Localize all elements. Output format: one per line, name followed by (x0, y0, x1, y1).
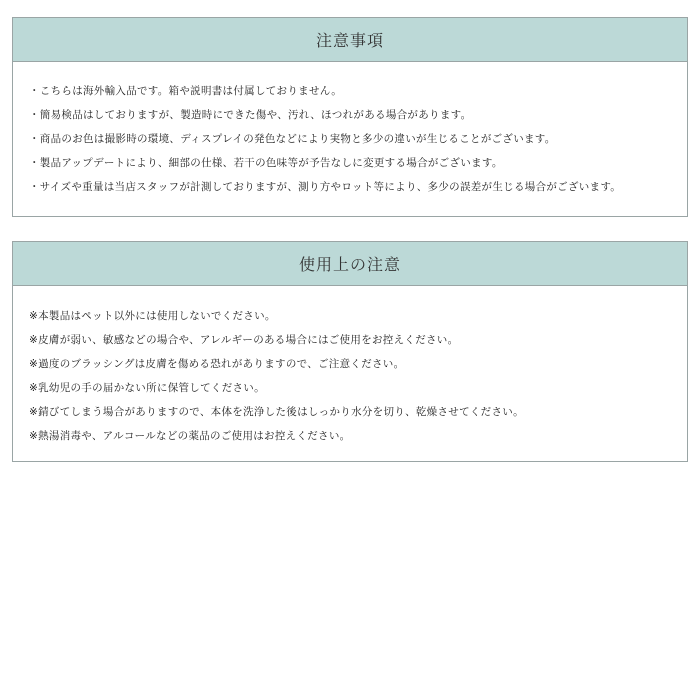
usage-precautions-section (12, 241, 688, 462)
usage-precaution-item: ※本製品はペット以外には使用しないでください。 (29, 310, 276, 322)
usage-precaution-item: ※過度のブラッシングは皮膚を傷める恐れがありますので、ご注意ください。 (29, 358, 405, 370)
usage-precaution-item: ※錆びてしまう場合がありますので、本体を洗浄した後はしっかり水分を切り、乾燥させてください。 (29, 406, 524, 418)
caution-section-title: 注意事項 (13, 18, 687, 62)
caution-list (13, 62, 687, 202)
usage-precautions-title: 使用上の注意 (13, 242, 687, 286)
caution-item: ・商品のお色は撮影時の環境、ディスプレイの発色などにより実物と多少の違いが生じることがございます。 (29, 133, 556, 145)
caution-item: ・簡易検品はしておりますが、製造時にできた傷や、汚れ、ほつれがある場合があります。 (29, 109, 472, 121)
caution-item: ・サイズや重量は当店スタッフが計測しておりますが、測り方やロット等により、多少の誤差が生じる場合がございます。 (29, 181, 622, 193)
usage-precaution-item: ※乳幼児の手の届かない所に保管してください。 (29, 382, 265, 394)
caution-section (12, 17, 688, 217)
usage-precaution-item: ※皮膚が弱い、敏感などの場合や、アレルギーのある場合にはご使用をお控えください。 (29, 334, 459, 346)
caution-item: ・こちらは海外輸入品です。箱や説明書は付属しておりません。 (29, 85, 342, 97)
usage-precaution-item: ※熱湯消毒や、アルコールなどの薬品のご使用はお控えください。 (29, 430, 351, 442)
usage-precautions-list (13, 286, 687, 451)
caution-item: ・製品アップデートにより、細部の仕様、若干の色味等が予告なしに変更する場合がございます。 (29, 157, 503, 169)
